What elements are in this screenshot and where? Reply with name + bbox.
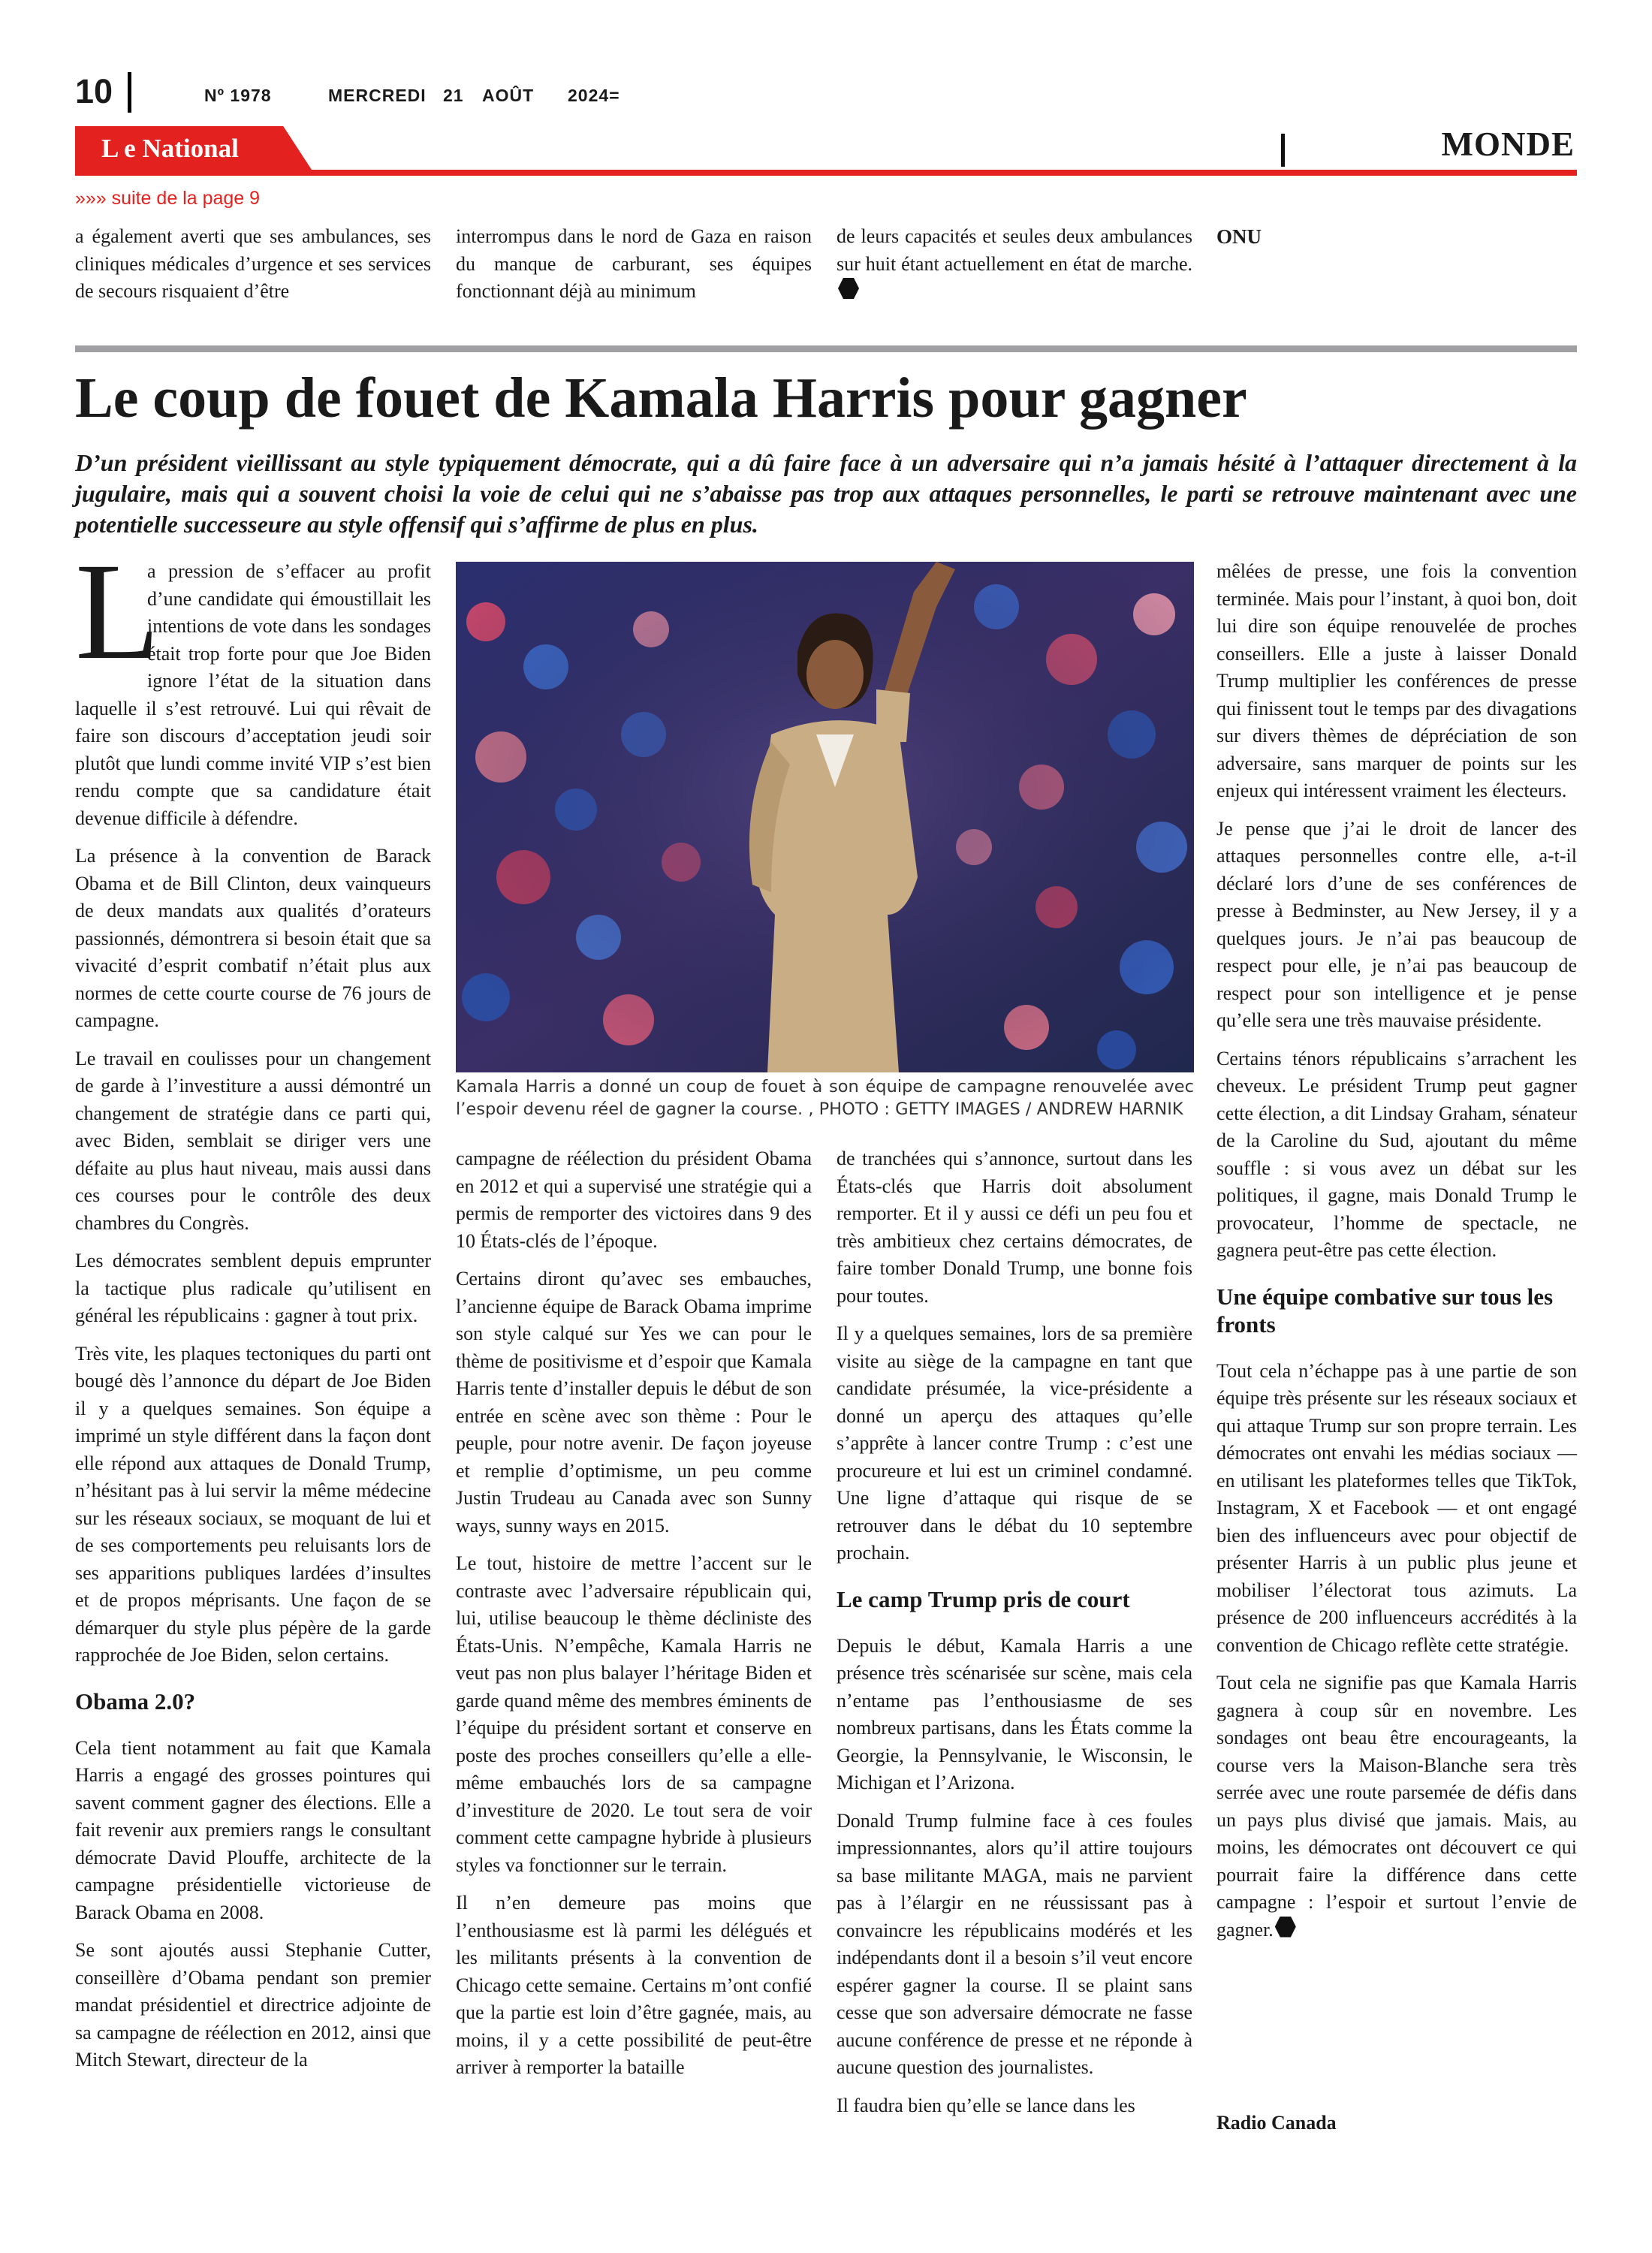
paragraph: interrompus dans le nord de Gaza en raison du manque de carburant, ses équipes fonctionnant déjà au minimum (456, 225, 812, 302)
article-col-3 (837, 1145, 1192, 2130)
section-title: MONDE (1441, 125, 1575, 163)
paragraph: Je pense que j’ai le droit de lancer des attaques personnelles contre elle, a-t-il déclaré lors d’une de ses conférences de presse à Bedminster, au New Jersey, il y a quelques jours. Je n’ai pas beaucoup de respect pour elle, je n’ai pas beaucoup de respect pour son intelligence et je pense qu’elle sera une très mauvaise présidente. (1216, 817, 1577, 1031)
paragraph: Le travail en coulisses pour un changement de garde à l’investiture a aussi démontré un changement de stratégie dans ce parti qui, avec Biden, semblait se diriger vers une défaite au plus haut niveau, mais aussi dans ces courses pour le contrôle des deux chambres du Congrès. (75, 1047, 431, 1234)
paragraph (75, 558, 431, 832)
continuation-label: »»» suite de la page 9 (75, 188, 261, 209)
paragraph-text: de leurs capacités et seules deux ambulances sur huit étant actuellement en état de marche. (837, 225, 1192, 275)
paragraph: Tout cela n’échappe pas à une partie de son équipe très présente sur les réseaux sociaux et qui attaque Trump sur son propre terrain. Les démocrates ont envahi les médias sociaux — en utilisant les plateformes telles que TikTok, Instagram, X et Facebook — et ont engagé bien des influenceurs avec pour objectif de présenter Harris à un public plus jeune et mobiliser l’électorat tous azimuts. La présence de 200 influenceurs accrédités à la convention de Chicago reflète cette stratégie. (1216, 1359, 1577, 1656)
date-day: MERCREDI (328, 86, 427, 105)
page-number: 10 (75, 72, 113, 110)
paragraph: Il y a quelques semaines, lors de sa première visite au siège de la campagne en tant que candidate présumée, la vice-présidente a donné un aperçu des attaques qu’elle s’apprête à lancer contre Trump : c’est une procureure et lui est un criminel condamné. Une ligne d’attaque qui risque de se retrouver dans le débat du 10 septembre prochain. (837, 1323, 1192, 1564)
headline: Le coup de fouet de Kamala Harris pour gagner (75, 366, 1247, 430)
subheading: Le camp Trump pris de court (837, 1585, 1130, 1612)
continuation-col-3 (837, 223, 1192, 316)
page-number-divider (128, 72, 131, 113)
paragraph: Certains ténors républicains s’arrachent les cheveux. Le président Trump peut gagner cette élection, a dit Lindsay Graham, sénateur de la Caroline du Sud, ajoutant du même souffle : si vous avez un débat sur les politiques, il gagne, mais Donald Trump le provocateur, l’homme de spectacle, ne gagnera peut-être pas cette élection. (1216, 1047, 1577, 1261)
drop-cap: L (75, 535, 161, 689)
drop-cap-spacer (75, 558, 147, 693)
article-source: Radio Canada (1216, 2112, 1337, 2134)
article-col-1 (75, 558, 431, 2085)
paragraph: Cela tient notamment au fait que Kamala Harris a engagé des grosses pointures qui savent comment gagner des élections. Elle a fait revenir aux premiers rangs le consultant démocrate David Plouffe, architecte de la campagne présidentielle victorieuse de Barack Obama en 2008. (75, 1736, 431, 1923)
article-col-2 (456, 1145, 812, 2092)
paragraph: La présence à la convention de Barack Obama et de Bill Clinton, deux vainqueurs de deux mandats aux qualités d’orateurs passionnés, démontrera si besoin était que sa vivacité d’esprit combatif n’était plus aux normes de cette courte course de 76 jours de campagne. (75, 845, 431, 1031)
paragraph (1216, 1669, 1577, 1944)
paragraph: Se sont ajoutés aussi Stephanie Cutter, conseillère d’Obama pendant son premier mandat présidentiel et directrice adjointe de sa campagne de réélection en 2012, ainsi que Mitch Stewart, directeur de la (75, 1939, 431, 2071)
paragraph: Le tout, histoire de mettre l’accent sur le contraste avec l’adversaire républicain qui, lui, utilise beaucoup le thème décliniste des États-Unis. N’empêche, Kamala Harris ne veut pas non plus balayer l’héritage Biden et garde quand même des membres éminents de l’équipe du président sortant et conserve en poste des proches conseillers qu’elle a elle-même embauchés lors de sa campagne d’investiture de 2020. Le tout sera de voir comment cette campagne hybride à plusieurs styles va fonctionner sur le terrain. (456, 1552, 812, 1876)
section-divider (1281, 134, 1285, 167)
paragraph-text: Tout cela ne signifie pas que Kamala Harris gagnera à coup sûr en novembre. Les sondages ont beau être encourageants, la course vers la Maison-Blanche sera très serrée avec une route parsemée de défis dans un pays plus divisé que jamais. Mais, au moins, les démocrates ont découvert ce qui pourrait faire la différence dans cette campagne : l’espoir et surtout l’envie de gagner. (1216, 1672, 1577, 1941)
brand-name: L e National (101, 134, 239, 163)
subheading: Obama 2.0? (75, 1687, 196, 1715)
paragraph: Certains diront qu’avec ses embauches, l’ancienne équipe de Barack Obama imprime son style calqué sur Yes we can pour le thème de positivisme et d’espoir que Kamala Harris tente d’installer depuis le début de son entrée en scène avec son thème : Pour le peuple, pour notre avenir. De façon joyeuse et remplie d’optimisme, un peu comme Justin Trudeau au Canada avec son Sunny ways, sunny ways en 2015. (456, 1268, 812, 1537)
paragraph: Il faudra bien qu’elle se lance dans les (837, 2094, 1135, 2116)
deck: D’un président vieillissant au style typiquement démocrate, qui a dû faire face à un adversaire qui n’a jamais hésité à l’attaquer directement à la jugulaire, mais qui a souvent choisi la voie de celui qui ne s’abaisse pas trop aux attaques personnelles, le parti se retrouve maintenant avec une potentielle successeure au style offensif qui s’affirme de plus en plus. (75, 449, 1577, 538)
subheading: Une équipe combative sur tous les fronts (1216, 1283, 1554, 1338)
photo-illustration (456, 562, 1194, 1072)
paragraph: campagne de réélection du président Obama en 2012 et qui a supervisé une stratégie qui a permis de remporter des victoires dans 9 des 10 États-clés de l’époque. (456, 1148, 812, 1252)
date-year: 2024= (568, 86, 620, 105)
date-number: 21 (443, 86, 464, 105)
continuation-col-1 (75, 223, 431, 316)
paragraph (837, 223, 1192, 306)
end-mark-icon (1275, 1917, 1296, 1938)
end-mark-icon (838, 278, 859, 299)
paragraph: de tranchées qui s’annonce, surtout dans les États-clés que Harris doit absolument remporter. Et il y aussi ce défi un peu fou et très ambitieux chez certains démocrates, de faire tomber Donald Trump, une bonne fois pour toutes. (837, 1148, 1192, 1307)
paragraph: a également averti que ses ambulances, ses cliniques médicales d’urgence et ses services de secours risquaient d’être (75, 225, 431, 302)
paragraph: Donald Trump fulmine face à ces foules impressionnantes, alors qu’il attire toujours sa base militante MAGA, mais ne parvient pas à l’élargir en ne réussissant pas à convaincre les républicains modérés et les indépendants dont il a besoin s’il veut encore espérer gagner la course. Il se plaint sans cesse que son adversaire démocrate ne fasse aucune conférence de presse et ne réponde à aucune question des journalistes. (837, 1809, 1192, 2078)
continuation-col-2 (456, 223, 812, 316)
date-month: AOÛT (482, 86, 535, 105)
article-photo (456, 562, 1194, 1072)
paragraph: Depuis le début, Kamala Harris a une présence très scénarisée sur scène, mais cela n’entame pas l’enthousiasme de ses nombreux partisans, dans les États comme la Georgie, la Pennsylvanie, le Wisconsin, le Michigan et l’Arizona. (837, 1634, 1192, 1793)
photo-caption: Kamala Harris a donné un coup de fouet à son équipe de campagne renouvelée avec l’espoir devenu réel de gagner la course. , PHOTO : GETTY IMAGES / ANDREW HARNIK (456, 1077, 1194, 1119)
article-divider (75, 345, 1577, 352)
paragraph-text: a pression de s’effacer au profit d’une candidate qui émoustillait les intentions de vote dans les sondages était trop forte pour que Joe Biden ignore l’état de la situation dans laquelle il s’est retrouvé. Lui qui rêvait de faire son discours d’acceptation jeudi soir plutôt que lundi comme invité VIP s’est bien rendu compte que sa candidature était devenue difficile à défendre. (75, 560, 431, 829)
paragraph: Les démocrates semblent depuis emprunter la tactique plus radicale qu’utilisent en général les républicains : gagner à tout prix. (75, 1250, 431, 1326)
paragraph: Il n’en demeure pas moins que l’enthousiasme est là parmi les délégués et les militants présents à la convention de Chicago cette semaine. Certains m’ont confié que la partie est loin d’être gagnée, mais, au moins, il y a cette possibilité de peut-être arriver à remporter la bataille (456, 1892, 812, 2078)
header-rule (75, 170, 1577, 176)
continuation-source: ONU (1216, 225, 1262, 248)
paragraph: Très vite, les plaques tectoniques du parti ont bougé dès l’annonce du départ de Joe Biden il y a quelques semaines. Son équipe a imprimé un style différent dans la façon dont elle répond aux attaques de Donald Trump, n’hésitant pas à lui servir la même médecine sur les réseaux sociaux, se moquant de lui et de ses comportements peu reluisants lors de ses apparitions publiques lardées d’insultes et de propos méprisants. Une façon de se démarquer du style plus pépère de la garde rapprochée de Joe Biden, selon certains. (75, 1342, 431, 1666)
issue-number: Nº 1978 (204, 86, 272, 105)
paragraph: mêlées de presse, une fois la convention terminée. Mais pour l’instant, à quoi bon, doit lui dire son équipe renouvelée de proches conseillers. Elle a juste à laisser Donald Trump multiplier les conférences de presse qui finissent tout le temps par des divagations sur divers thèmes de dépréciation de son adversaire, sans marquer de points sur les enjeux qui intéressent vraiment les électeurs. (1216, 560, 1577, 801)
article-col-4 (1216, 558, 1577, 1954)
